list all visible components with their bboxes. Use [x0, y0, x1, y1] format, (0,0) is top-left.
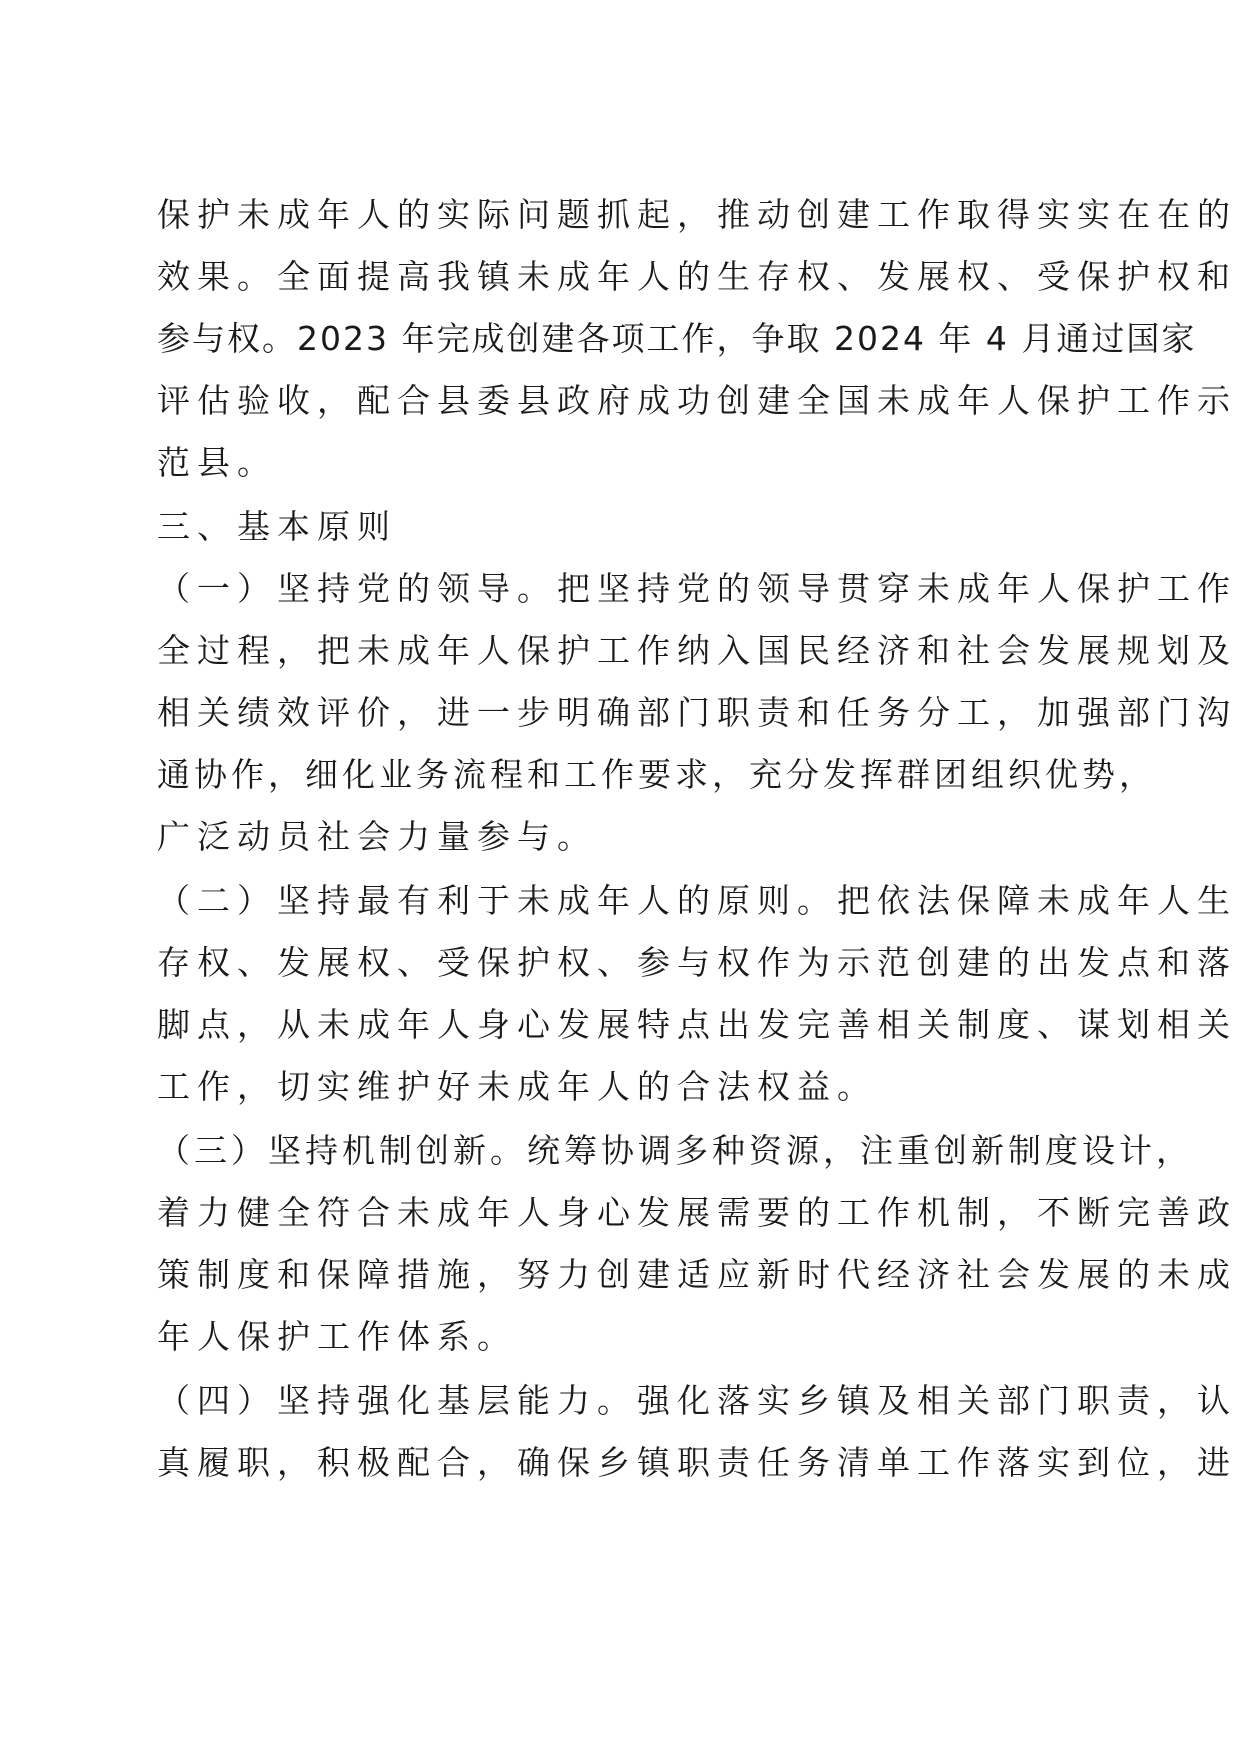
- text-line: 相关绩效评价，进一步明确部门职责和任务分工，加强部门沟: [157, 693, 1237, 732]
- text-line: 存权、发展权、受保护权、参与权作为示范创建的出发点和落: [157, 943, 1237, 982]
- text-line: （一）坚持党的领导。把坚持党的领导贯穿未成年人保护工作: [157, 569, 1237, 608]
- text-line: 广泛动员社会力量参与。: [157, 817, 597, 856]
- text-line: 评估验收，配合县委县政府成功创建全国未成年人保护工作示: [157, 381, 1237, 420]
- section-heading: 三、基本原则: [157, 507, 397, 546]
- text-line: 策制度和保障措施，努力创建适应新时代经济社会发展的未成: [157, 1255, 1237, 1294]
- text-line: 年人保护工作体系。: [157, 1317, 517, 1356]
- text-line: 保护未成年人的实际问题抓起，推动创建工作取得实实在在的: [157, 195, 1237, 234]
- text-line: （二）坚持最有利于未成年人的原则。把依法保障未成年人生: [157, 881, 1237, 920]
- text-line: 真履职，积极配合，确保乡镇职责任务清单工作落实到位，进: [157, 1443, 1237, 1482]
- text-line: 参与权。2023 年完成创建各项工作，争取 2024 年 4 月通过国家: [157, 319, 1197, 358]
- text-line: 全过程，把未成年人保护工作纳入国民经济和社会发展规划及: [157, 631, 1237, 670]
- text-line: （三）坚持机制创新。统筹协调多种资源，注重创新制度设计，: [157, 1131, 1193, 1170]
- text-line: 工作，切实维护好未成年人的合法权益。: [157, 1067, 877, 1106]
- text-line: 脚点，从未成年人身心发展特点出发完善相关制度、谋划相关: [157, 1005, 1237, 1044]
- text-line: 效果。全面提高我镇未成年人的生存权、发展权、受保护权和: [157, 257, 1237, 296]
- text-line: （四）坚持强化基层能力。强化落实乡镇及相关部门职责，认: [157, 1381, 1237, 1420]
- text-line: 范县。: [157, 443, 277, 482]
- text-line: 通协作，细化业务流程和工作要求，充分发挥群团组织优势，: [157, 755, 1156, 794]
- text-line: 着力健全符合未成年人身心发展需要的工作机制，不断完善政: [157, 1193, 1237, 1232]
